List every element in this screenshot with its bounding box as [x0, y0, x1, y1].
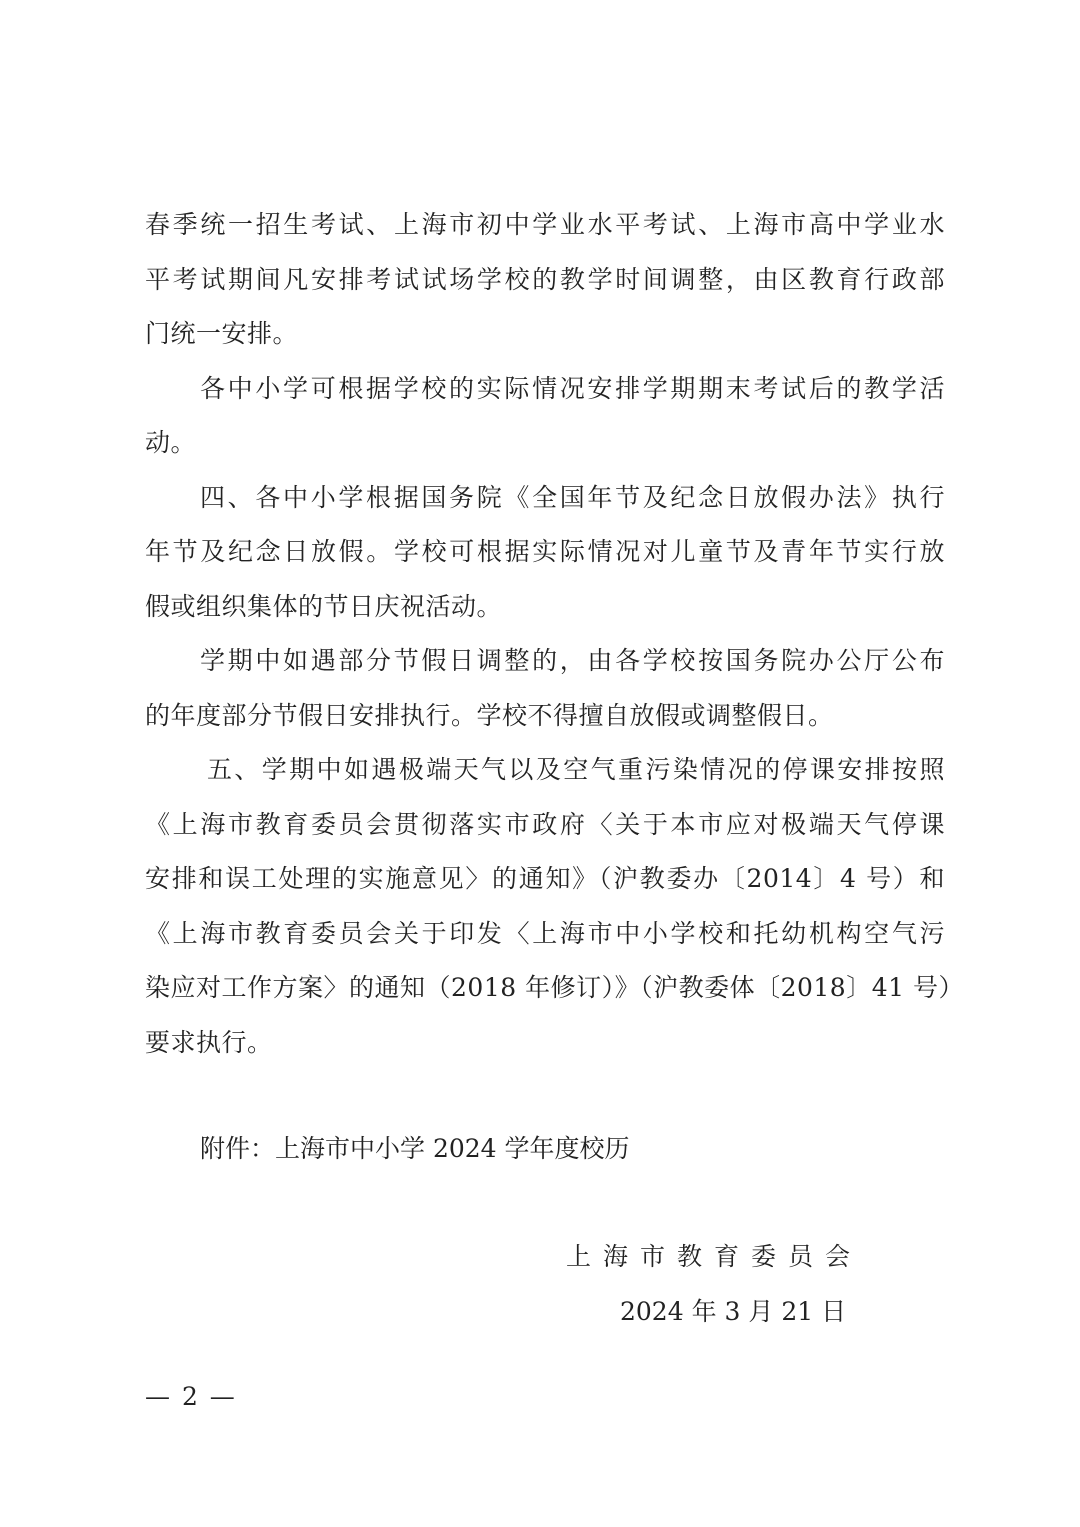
body-line-11: 五、学期中如遇极端天气以及空气重污染情况的停课安排按照: [207, 755, 945, 784]
document-body: [145, 198, 964, 1070]
signing-date: 2024 年 3 月 21 日: [620, 1297, 847, 1326]
body-line-4: 各中小学可根据学校的实际情况安排学期期末考试后的教学活: [200, 373, 945, 403]
body-line-1: 春季统一招生考试、上海市初中学业水平考试、上海市高中学业水: [145, 210, 945, 239]
body-line-6: 四、各中小学根据国务院《全国年节及纪念日放假办法》执行: [200, 482, 945, 512]
body-line-12: 《上海市教育委员会贯彻落实市政府〈关于本市应对极端天气停课: [145, 809, 945, 839]
body-line-9: 学期中如遇部分节假日调整的，由各学校按国务院办公厅公布: [200, 646, 945, 675]
attachment-note: 附件：上海市中小学 2024 学年度校历: [200, 1134, 630, 1163]
body-line-3: 门统一安排。: [145, 319, 299, 348]
signing-organization: 上海市教育委员会: [566, 1242, 863, 1271]
body-line-2: 平考试期间凡安排考试试场学校的教学时间调整，由区教育行政部: [145, 264, 945, 294]
body-line-16: 要求执行。: [145, 1027, 273, 1057]
body-line-10: 的年度部分节假日安排执行。学校不得擅自放假或调整假日。: [145, 700, 834, 730]
body-line-13: 安排和误工处理的实施意见〉的通知》（沪教委办〔2014〕4 号）和: [145, 864, 945, 893]
body-line-7: 年节及纪念日放假。学校可根据实际情况对儿童节及青年节实行放: [145, 537, 945, 566]
body-line-8: 假或组织集体的节日庆祝活动。: [145, 591, 503, 621]
body-line-5: 动。: [145, 428, 197, 457]
body-line-15: 染应对工作方案〉的通知（2018 年修订）》（沪教委体〔2018〕41 号）: [145, 973, 964, 1002]
body-line-14: 《上海市教育委员会关于印发〈上海市中小学校和托幼机构空气污: [145, 918, 945, 948]
page-number: — 2 —: [145, 1382, 237, 1411]
